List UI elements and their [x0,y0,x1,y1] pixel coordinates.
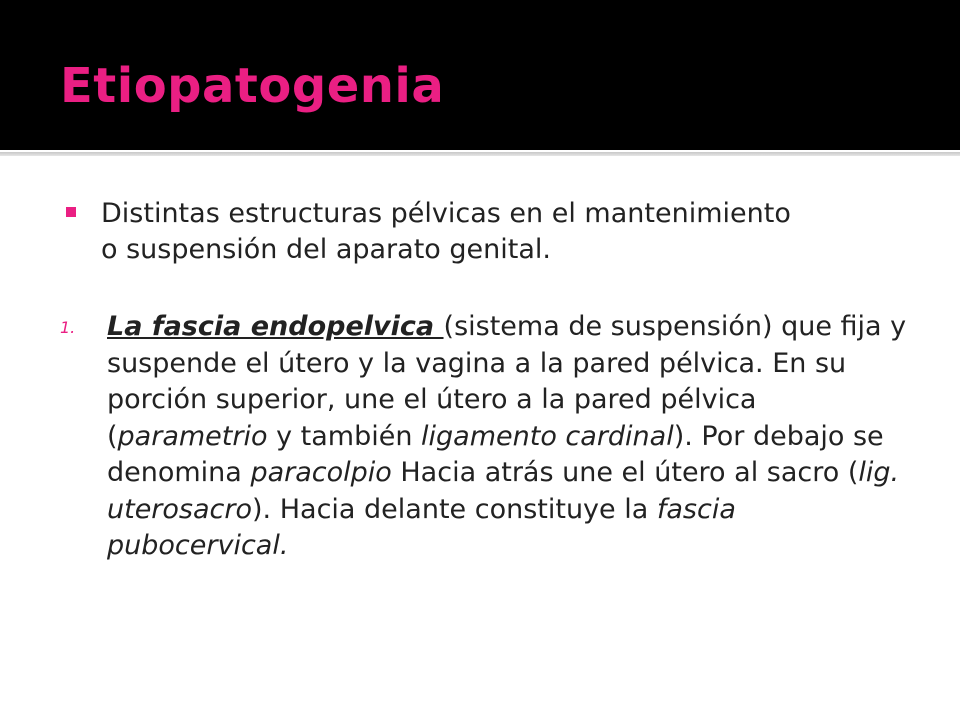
numbered-item-text [107,309,912,565]
italic-term-fascia-pubocervical: fascia pubocervical. [107,493,736,561]
italic-term-parametrio: parametrio [117,420,268,452]
text-segment: ). Hacia delante constituye la [252,493,657,525]
italic-term-paracolpio: paracolpio [250,457,392,488]
text-segment: (sistema de suspensión) que fija y suspende el útero y la vagina a la pared pélvica. En su porción superior, une el útero a la pared pélvica ( [107,311,907,452]
title-divider [0,152,960,156]
list-number: 1. [60,318,76,337]
text-segment: y también [267,420,422,452]
fascia-endopelvica-term: La fascia endopelvica [107,311,444,342]
bullet-text: Distintas estructuras pélvicas en el mantenimiento o suspensión del aparato genital. [101,198,791,265]
italic-term-ligamento-cardinal: ligamento cardinal [421,420,674,452]
slide-title: Etiopatogenia [60,58,445,114]
title-bar [0,0,960,150]
square-bullet-icon [66,207,76,217]
text-segment: Hacia atrás une el útero al sacro ( [391,457,859,488]
text-segment: ). Por debajo se denomina [107,420,884,488]
italic-term-lig-uterosacro: lig. uterosacro [107,457,900,525]
